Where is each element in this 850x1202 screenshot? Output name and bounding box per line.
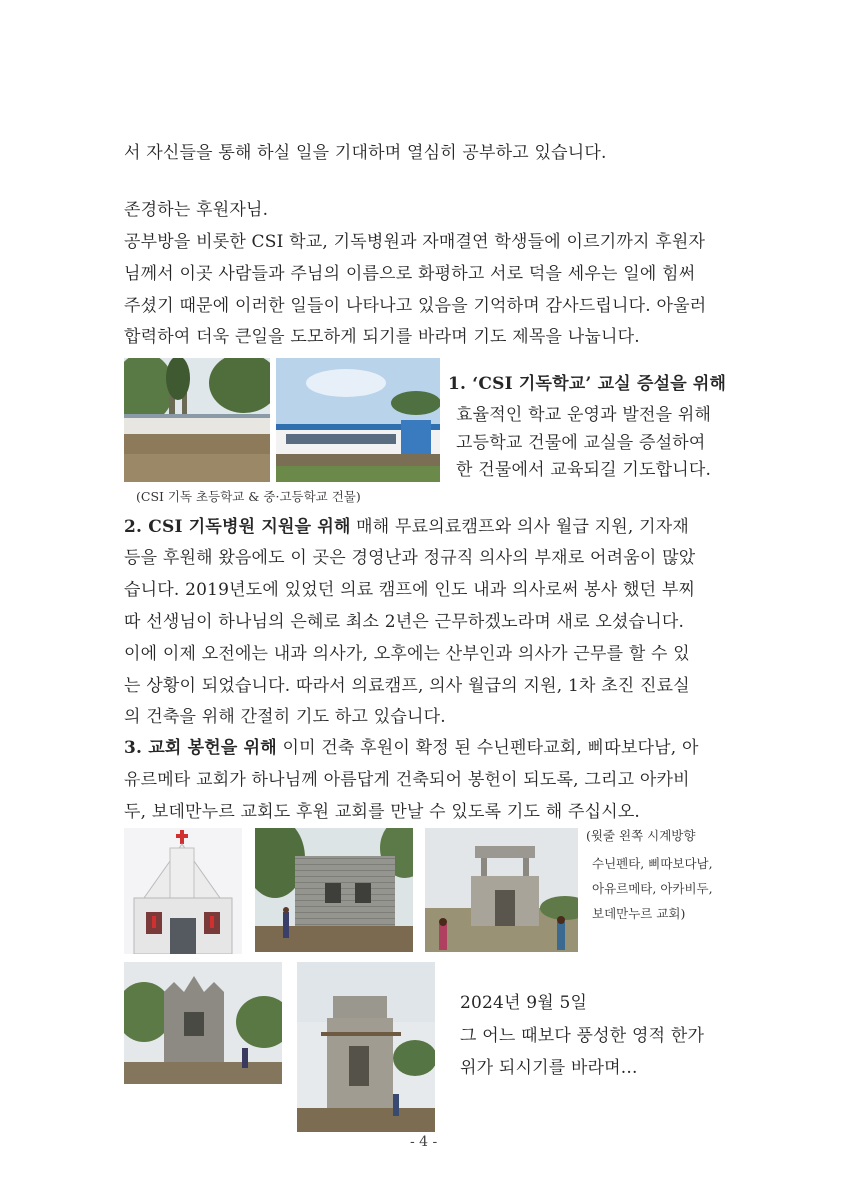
item2-line: 의 건축을 위해 간절히 기도 하고 있습니다. bbox=[124, 707, 446, 727]
item1-line: 한 건물에서 교육되길 기도합니다. bbox=[456, 460, 712, 480]
akabidu-church-photo bbox=[297, 962, 435, 1132]
closing-line: 위가 되시기를 바라며... bbox=[460, 1058, 638, 1078]
item3-line: 두, 보데만누르 교회도 후원 교회를 만날 수 있도록 기도 해 주십시오. bbox=[124, 802, 641, 822]
pitta-bodanam-church-photo bbox=[255, 828, 413, 952]
item2-first-rest: 매해 무료의료캠프와 의사 월급 지원, 기자재 bbox=[350, 517, 690, 537]
ayurmeta-church-photo bbox=[425, 828, 578, 952]
intro-para-line: 공부방을 비롯한 CSI 학교, 기독병원과 자매결연 학생들에 이르기까지 후원자 bbox=[124, 232, 706, 252]
item2-line: 등을 후원해 왔음에도 이 곳은 경영난과 정규직 의사의 부재로 어려움이 많았 bbox=[124, 548, 696, 568]
intro-para-line: 님께서 이곳 사람들과 주님의 이름으로 화평하고 서로 덕을 세우는 일에 힘써 bbox=[124, 264, 696, 284]
item1-line: 고등학교 건물에 교실을 증설하여 bbox=[456, 433, 706, 453]
primary-school-photo bbox=[124, 358, 270, 482]
closing-line: 그 어느 때보다 풍성한 영적 한가 bbox=[460, 1026, 705, 1046]
intro-para-line: 주셨기 때문에 이러한 일들이 나타나고 있음을 기억하며 감사드립니다. 아울러 bbox=[124, 296, 707, 316]
item3-line: 유르메타 교회가 하나님께 아름답게 건축되어 봉헌이 되도록, 그리고 아카비 bbox=[124, 770, 690, 790]
item3-first-rest: 이미 건축 후원이 확정 된 수닌펜타교회, 삐따보다남, 아 bbox=[276, 738, 699, 758]
sunin-penta-church-photo bbox=[124, 828, 242, 954]
item1-title: 1. ‘CSI 기독학교’ 교실 증설을 위해 bbox=[448, 374, 727, 394]
intro-para-line: 합력하여 더욱 큰일을 도모하게 되기를 바라며 기도 제목을 나눕니다. bbox=[124, 327, 640, 347]
high-school-photo bbox=[276, 358, 440, 482]
item2-title: 2. CSI 기독병원 지원을 위해 bbox=[124, 517, 351, 537]
item3-title: 3. 교회 봉헌을 위해 bbox=[124, 738, 277, 758]
item3-first-line bbox=[124, 738, 699, 758]
item1-line: 효율적인 학교 운영과 발전을 위해 bbox=[456, 405, 712, 425]
item1-caption: (CSI 기독 초등학교 & 중·고등학교 건물) bbox=[136, 489, 361, 504]
item3-caption-line: 보데만누르 교회) bbox=[592, 906, 686, 921]
greeting: 존경하는 후원자님. bbox=[124, 200, 269, 220]
item2-line: 이에 이제 오전에는 내과 의사가, 오후에는 산부인과 의사가 근무를 할 수 있 bbox=[124, 644, 690, 664]
bodemannur-church-photo bbox=[124, 962, 282, 1084]
item3-caption-line: (윗줄 왼쪽 시계방향 bbox=[586, 828, 696, 843]
item3-caption-line: 수닌펜타, 삐따보다남, bbox=[592, 856, 713, 871]
intro-line: 서 자신들을 통해 하실 일을 기대하며 열심히 공부하고 있습니다. bbox=[124, 143, 607, 163]
item2-line: 는 상황이 되었습니다. 따라서 의료캠프, 의사 월급의 지원, 1차 초진 진료실 bbox=[124, 676, 690, 696]
item2-line: 습니다. 2019년도에 있었던 의료 캠프에 인도 내과 의사로써 봉사 했던 부찌 bbox=[124, 580, 696, 600]
closing-date: 2024년 9월 5일 bbox=[460, 993, 588, 1013]
item3-caption-line: 아유르메타, 아카비두, bbox=[592, 881, 713, 896]
item2-first-line bbox=[124, 517, 689, 537]
page-number: - 4 - bbox=[410, 1134, 438, 1150]
item2-line: 따 선생님이 하나님의 은혜로 최소 2년은 근무하겠노라며 새로 오셨습니다. bbox=[124, 612, 685, 632]
